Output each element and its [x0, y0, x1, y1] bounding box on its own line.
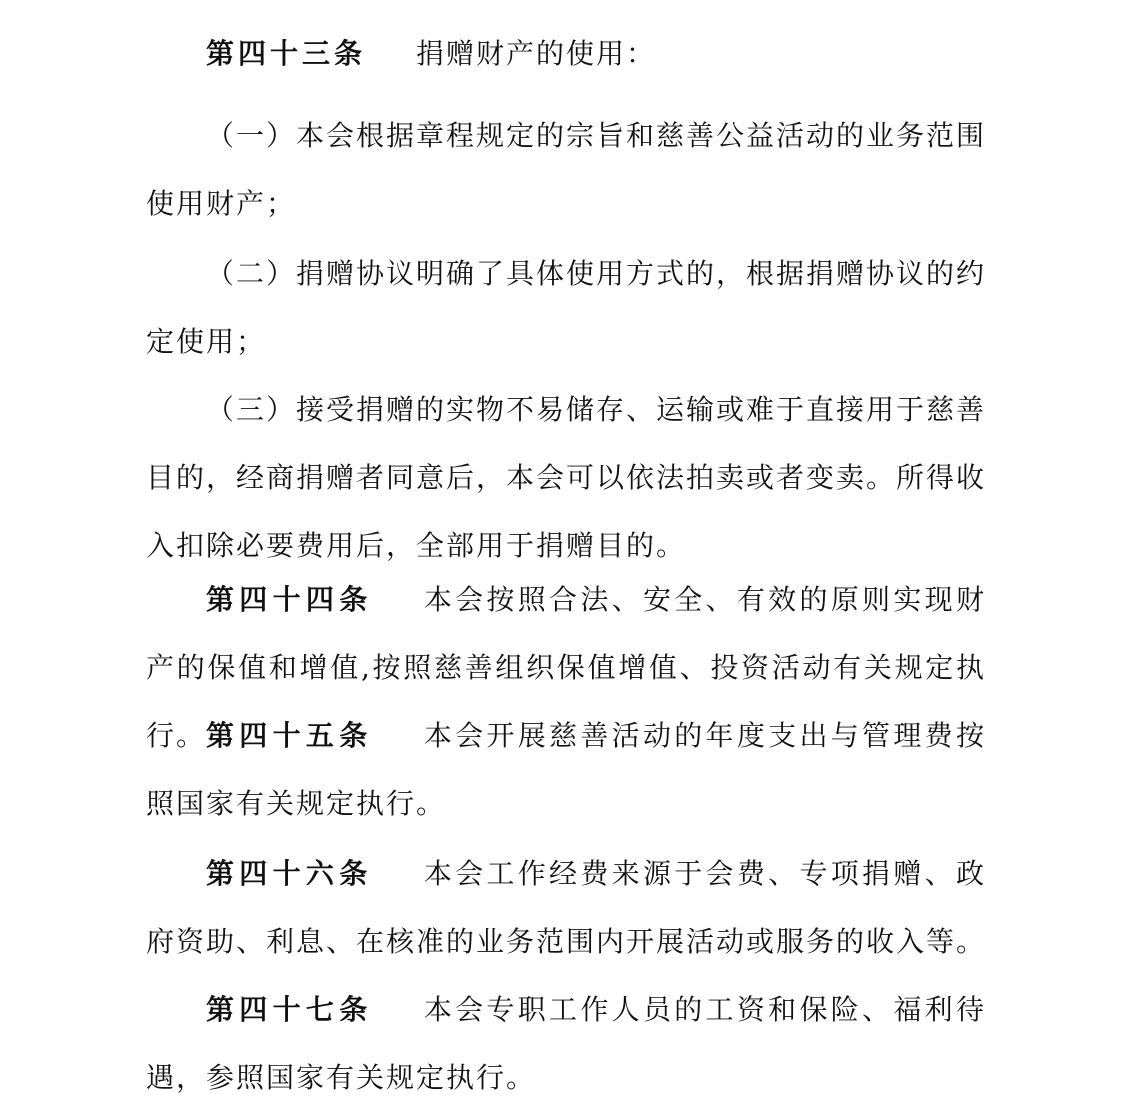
item-text: （二）捐赠协议明确了具体使用方式的，根据捐赠协议的约定使用；: [146, 257, 987, 358]
article-number: 第四十三条: [206, 37, 367, 70]
article-number: 第四十七条: [206, 993, 373, 1026]
article-number: 第四十五条: [206, 719, 373, 752]
article-47: [146, 976, 986, 1112]
article-number: 第四十四条: [206, 583, 373, 616]
article-text: 捐赠财产的使用：: [416, 37, 657, 70]
article-text: 本会按照合法、安全、有效的原则实现财产的保值和增值,按照慈善组织保值增值、投资活动有关规定执行。: [146, 583, 986, 752]
article-43: [146, 20, 986, 88]
article-text: 本会开展慈善活动的年度支出与管理费按照国家有关规定执行。: [146, 719, 986, 820]
article-46: [146, 840, 986, 976]
item-text: （三）接受捐赠的实物不易储存、运输或难于直接用于慈善目的，经商捐赠者同意后，本会可以依法拍卖或者变卖。所得收入扣除必要费用后，全部用于捐赠目的。: [146, 393, 987, 562]
item-text: （一）本会根据章程规定的宗旨和慈善公益活动的业务范围使用财产；: [146, 119, 987, 220]
article-text: 本会工作经费来源于会费、专项捐赠、政府资助、利息、在核准的业务范围内开展活动或服务的收入等。: [146, 857, 987, 958]
article-text: 本会专职工作人员的工资和保险、福利待遇，参照国家有关规定执行。: [146, 993, 986, 1094]
article-45: [146, 702, 986, 838]
article-43-item-2: [146, 240, 986, 376]
article-43-item-1: [146, 102, 986, 238]
article-43-item-3: [146, 376, 986, 580]
article-number: 第四十六条: [206, 857, 373, 890]
